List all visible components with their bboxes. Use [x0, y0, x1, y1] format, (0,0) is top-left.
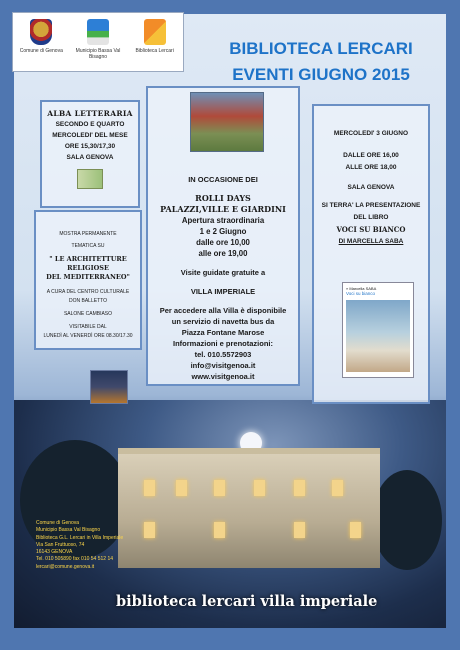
mostra-title-line: DEL MEDITERRANEO"	[46, 273, 130, 281]
contact-info	[36, 520, 146, 571]
alba-letteraria-box	[40, 100, 140, 208]
mostra-title-line: " LE ARCHITETTURE	[49, 255, 127, 263]
footer-banner: biblioteca lercari villa imperiale	[116, 593, 378, 610]
pres-line: MERCOLEDI' 3 GIUGNO	[333, 130, 409, 137]
page-title	[196, 36, 446, 88]
rolli-line: Per accedere alla Villa è disponibile	[159, 306, 287, 315]
villa-window	[176, 480, 187, 496]
logo-label: Comune di Genova	[19, 48, 63, 54]
alba-line: SECONDO E QUARTO	[55, 121, 125, 128]
mostra-line: LUNEDÌ AL VENERDÌ ORE 08.30/17.30	[43, 333, 133, 339]
mostra-box	[34, 210, 142, 350]
mostra-line: A CURA DEL CENTRO CULTURALE	[46, 289, 130, 295]
rolli-website-link[interactable]: www.visitgenoa.it	[191, 372, 255, 381]
pres-line: SI TERRA' LA PRESENTAZIONE	[321, 202, 421, 209]
pres-line: ALLE ORE 18,00	[345, 164, 397, 171]
alba-line: SALA GENOVA	[66, 154, 114, 161]
contact-line: Via San Fruttuoso, 74	[36, 541, 85, 548]
mostra-line: DON BALLETTO	[69, 298, 107, 304]
rolli-line: Piazza Fontane Marose	[181, 328, 265, 337]
mostra-title-line: RELIGIOSE	[67, 264, 109, 272]
pres-line: DALLE ORE 16,00	[343, 152, 399, 159]
rolli-line: Informazioni e prenotazioni:	[172, 339, 273, 348]
rolli-line: 1 e 2 Giugno	[199, 227, 247, 236]
rolli-line: alle ore 19,00	[198, 249, 248, 258]
villa-building	[118, 448, 380, 568]
mostra-line: TEMATICA SU	[71, 243, 105, 249]
contact-line: Municipio Bassa Val Bisagno	[36, 527, 101, 534]
church-night-thumbnail	[90, 370, 128, 404]
villa-window	[214, 522, 225, 538]
contact-line: 16143 GENOVA	[36, 549, 73, 556]
title-line: BIBLIOTECA LERCARI	[229, 39, 413, 58]
rolli-days-box	[146, 86, 300, 386]
municipio-logo-icon	[87, 19, 109, 45]
cover-image	[346, 300, 410, 372]
alba-title: ALBA LETTERARIA	[47, 109, 133, 118]
presentazione-box	[312, 104, 430, 404]
rolli-line: Apertura straordinaria	[181, 216, 265, 225]
logo-strip	[12, 12, 184, 72]
rolli-title: PALAZZI,VILLE E GIARDINI	[160, 204, 286, 214]
cover-title: Voci su bianco	[346, 291, 376, 296]
villa-window	[144, 480, 155, 496]
rolli-line: Visite guidate gratuite a	[180, 268, 266, 277]
genova-crest-icon	[30, 19, 52, 45]
palazzo-fountain-photo	[190, 92, 264, 152]
villa-window	[214, 480, 225, 496]
villa-window	[350, 522, 361, 538]
contact-line: Tel. 010 505890 fax 010 54 512 14	[36, 556, 114, 563]
biblioteca-logo-icon	[144, 19, 166, 45]
contact-line: Comune di Genova	[36, 520, 80, 526]
logo-label: Biblioteca Lercari	[135, 48, 174, 54]
alba-line: MERCOLEDI' DEL MESE	[52, 132, 128, 139]
mostra-line: VISITABILE DAL	[69, 324, 107, 330]
rolli-villa: VILLA IMPERIALE	[190, 287, 256, 296]
logo-genova	[16, 19, 66, 54]
logo-biblioteca	[130, 19, 180, 54]
tree-right-icon	[372, 470, 442, 570]
book-cover	[342, 282, 414, 378]
logo-label: Municipio Bassa Val Bisagno	[75, 48, 121, 60]
book-title: VOCI SU BIANCO	[336, 225, 406, 234]
logo-municipio	[73, 19, 123, 60]
mostra-title	[36, 255, 140, 282]
pres-line: SALA GENOVA	[347, 184, 395, 191]
alba-line: ORE 15,30/17,30	[64, 143, 116, 150]
rolli-title: ROLLI DAYS	[195, 193, 251, 203]
contact-email[interactable]: lercari@comune.genova.it	[36, 563, 95, 570]
pres-line: DEL LIBRO	[353, 214, 389, 221]
mostra-line: SALONE CAMBIASO	[63, 311, 113, 317]
villa-window	[294, 522, 305, 538]
mostra-line: MOSTRA PERMANENTE	[59, 231, 117, 237]
rolli-email[interactable]: info@visitgenoa.it	[190, 361, 256, 370]
villa-window	[294, 480, 305, 496]
rolli-line: IN OCCASIONE DEI	[188, 175, 258, 184]
rolli-line: un servizio di navetta bus da	[171, 317, 275, 326]
cover-author: » Marcella SABA	[346, 286, 377, 291]
contact-line: Biblioteca G.L. Lercari in Villa Imperiale	[36, 534, 124, 541]
alba-thumbnail	[77, 169, 103, 189]
book-author: DI MARCELLA SABA	[338, 238, 404, 245]
title-line: EVENTI GIUGNO 2015	[232, 65, 410, 84]
villa-window	[332, 480, 343, 496]
villa-window	[254, 480, 265, 496]
rolli-phone: tel. 010.5572903	[194, 350, 252, 359]
rolli-line: dalle ore 10,00	[196, 238, 250, 247]
